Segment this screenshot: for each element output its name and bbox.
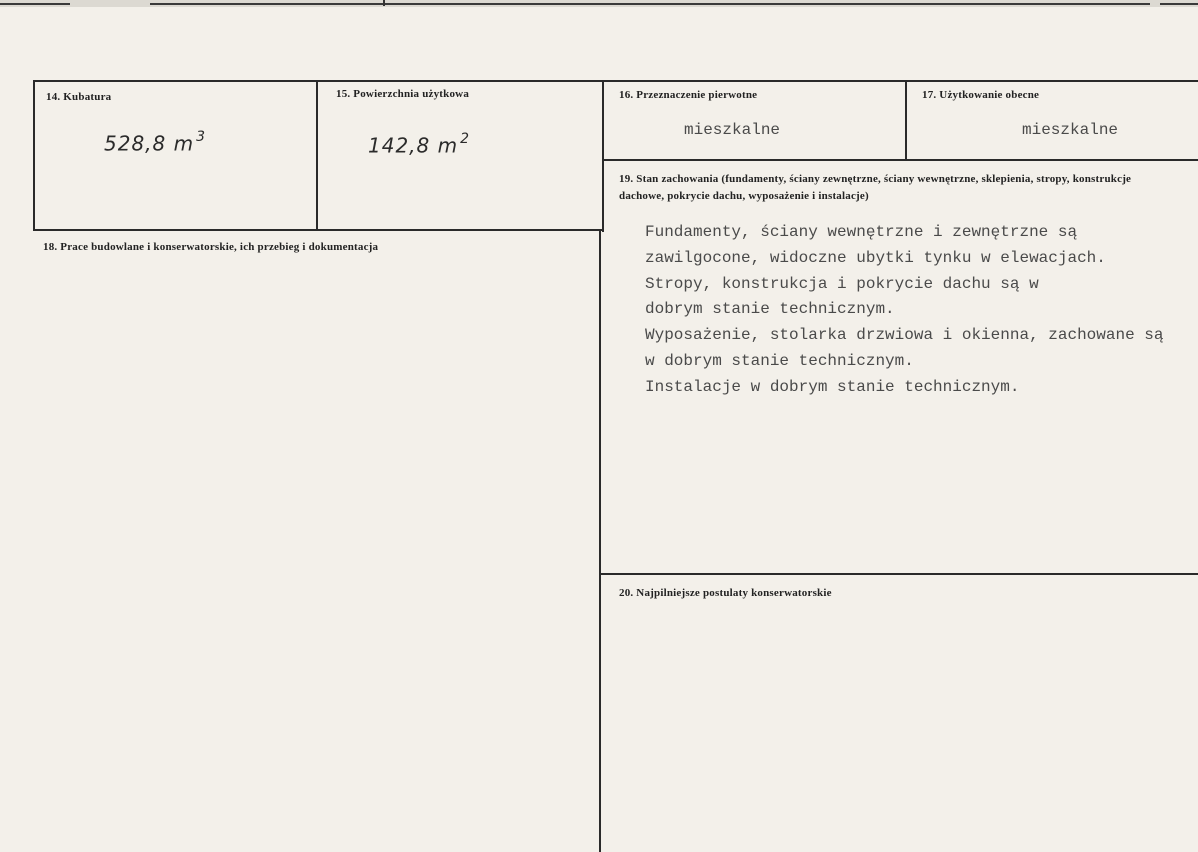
field18-label: 18. Prace budowlane i konserwatorskie, ich przebieg i dokumentacja [43, 241, 379, 253]
top-border-line [150, 3, 1150, 5]
field19-line: Fundamenty, ściany wewnętrzne i zewnętrzne są [645, 223, 1078, 241]
field14-label: 14. Kubatura [46, 91, 112, 103]
field16-value: mieszkalne [684, 121, 781, 139]
top-border-line [1160, 3, 1198, 5]
field15-label: 15. Powierzchnia użytkowa [336, 88, 470, 100]
grid-line-divider-14-15 [316, 80, 318, 231]
field17-value: mieszkalne [1022, 121, 1119, 139]
field19-label: 19. Stan zachowania (fundamenty, ściany zewnętrzne, ściany wewnętrzne, sklepienia, stropy, konstrukcje dachowe, pokrycie dachu, wyposażenie i instalacje) [619, 173, 1132, 202]
grid-line-field20 [600, 573, 1198, 575]
grid-line-center [599, 231, 601, 852]
field14-value: 528,8 m $^3$ [104, 129, 207, 156]
grid-line-divider-16-17 [905, 80, 907, 160]
top-border-line [0, 3, 70, 5]
field19-line: Wyposażenie, stolarka drzwiowa i okienna, zachowane są [645, 326, 1164, 345]
field19-text [645, 220, 1163, 401]
field15-value: 142,8 m $^2$ [368, 131, 471, 158]
grid-line-divider-15-16 [602, 80, 604, 232]
top-tick-mark [383, 0, 385, 6]
grid-line-top [33, 80, 1198, 82]
field19-line: Stropy, konstrukcja i pokrycie dachu są w [645, 274, 1039, 293]
field19-line: zawilgocone, widoczne ubytki tynku w elewacjach. [645, 248, 1106, 267]
grid-line-row1-right [604, 159, 1198, 161]
field16-label: 16. Przeznaczenie pierwotne [619, 89, 758, 101]
field17-label: 17. Użytkowanie obecne [922, 89, 1040, 101]
field19-line: w dobrym stanie technicznym. [645, 351, 914, 370]
field19-line: Instalacje w dobrym stanie technicznym. [645, 377, 1020, 396]
grid-line-left [33, 80, 35, 231]
field19-line: dobrym stanie technicznym. [645, 300, 895, 319]
field20-label: 20. Najpilniejsze postulaty konserwatorskie [619, 587, 832, 599]
